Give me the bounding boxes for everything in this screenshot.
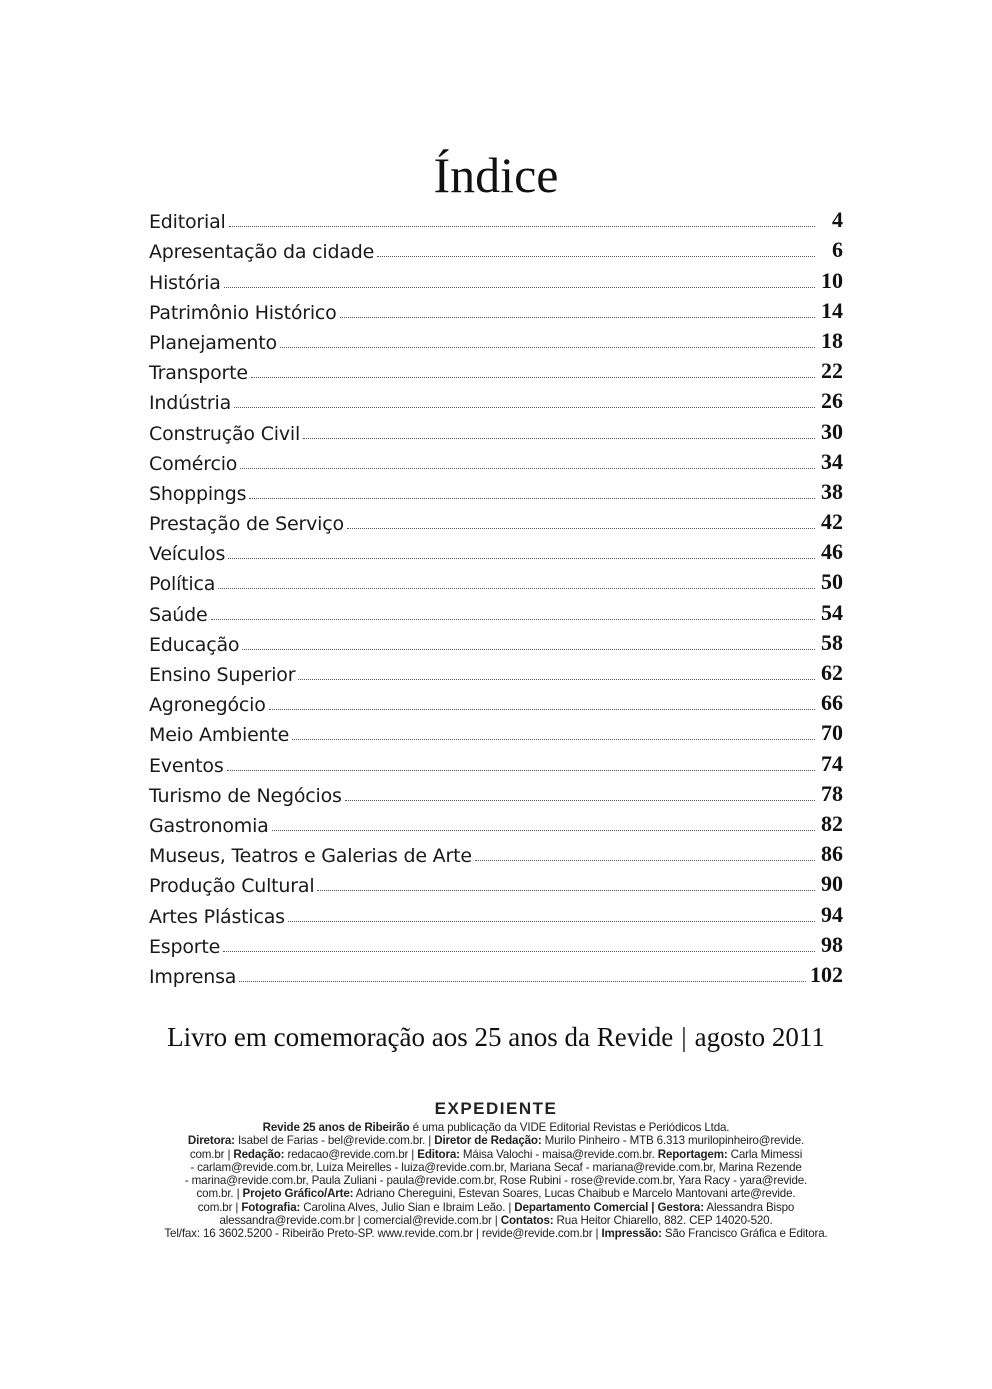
toc-entry-page: 54 xyxy=(821,599,843,625)
toc-entry-label: Planejamento xyxy=(149,331,277,354)
toc-dot-leader xyxy=(240,467,815,469)
credits-text: com.br | xyxy=(189,1147,234,1161)
toc-entry-label: Indústria xyxy=(149,392,232,415)
toc-entry-label: Política xyxy=(149,573,216,596)
toc-dot-leader xyxy=(347,527,815,529)
tagline xyxy=(149,1022,843,1053)
toc-dot-leader xyxy=(227,769,815,771)
tagline-separator: | xyxy=(681,1022,687,1052)
credits-line xyxy=(150,1187,842,1200)
toc-entry-page: 102 xyxy=(810,961,843,987)
toc-entry-page: 86 xyxy=(821,841,843,867)
credits-text: - carlam@revide.com.br, Luiza Meirelles - luiza@revide.com.br, Mariana Secaf - mariana@revide.com.br, Marina Rezende xyxy=(190,1160,802,1174)
toc-dot-leader xyxy=(229,225,815,227)
toc-entry xyxy=(149,897,843,927)
toc-entry-label: Patrimônio Histórico xyxy=(149,301,337,324)
credits-text: Rua Heitor Chiarello, 882. CEP 14020-520. xyxy=(553,1214,773,1228)
toc-entry-label: Produção Cultural xyxy=(149,875,315,898)
toc-entry xyxy=(149,475,843,505)
toc-entry-page: 94 xyxy=(821,901,843,927)
toc-entry xyxy=(149,716,843,746)
toc-dot-leader xyxy=(249,497,815,499)
credits-text: Murilo Pinheiro - MTB 6.313 murilopinheiro@revide. xyxy=(541,1134,805,1148)
credits-text: Alessandra Bispo xyxy=(703,1200,795,1214)
toc-entry xyxy=(149,505,843,535)
toc-dot-leader xyxy=(288,920,815,922)
toc-entry-page: 82 xyxy=(821,810,843,836)
toc-entry xyxy=(149,354,843,384)
toc-entry-label: Editorial xyxy=(149,211,226,234)
toc-entry-page: 58 xyxy=(821,629,843,655)
toc-entry xyxy=(149,656,843,686)
toc-entry-page: 50 xyxy=(821,569,843,595)
toc-dot-leader xyxy=(340,316,815,318)
credits-line xyxy=(150,1134,842,1147)
credits-label: Projeto Gráfico/Arte: xyxy=(242,1187,354,1201)
toc-entry-label: Gastronomia xyxy=(149,814,269,837)
toc-dot-leader xyxy=(303,437,815,439)
toc-entry-label: Comércio xyxy=(149,452,238,475)
toc-entry-page: 62 xyxy=(821,660,843,685)
credits-text: alessandra@revide.com.br | comercial@revide.com.br | xyxy=(219,1214,501,1228)
toc-dot-leader xyxy=(242,648,815,650)
expediente-credits xyxy=(150,1121,842,1241)
tagline-text: Livro em comemoração aos 25 anos da Revide xyxy=(167,1022,674,1052)
credits-text: Máisa Valochi - maisa@revide.com.br. xyxy=(459,1147,658,1161)
toc-dot-leader xyxy=(211,618,816,620)
credits-text: Carla Mimessi xyxy=(727,1147,803,1161)
toc-entry-page: 18 xyxy=(821,327,843,353)
credits-line xyxy=(150,1148,842,1161)
toc-dot-leader xyxy=(224,286,815,288)
toc-dot-leader xyxy=(292,738,815,740)
toc-entry xyxy=(149,595,843,625)
credits-line xyxy=(150,1174,842,1187)
credits-text: Adriano Chereguini, Estevan Soares, Lucas Chaibub e Marcelo Mantovani arte@revide. xyxy=(353,1187,796,1201)
toc-entry-page: 46 xyxy=(821,539,843,565)
credits-line xyxy=(150,1227,842,1240)
credits-label: Redação: xyxy=(233,1147,285,1161)
toc-entry-page: 30 xyxy=(821,418,843,444)
toc-entry-label: Turismo de Negócios xyxy=(149,784,342,807)
credits-label: Departamento Comercial | Gestora: xyxy=(514,1200,704,1214)
toc-entry-label: Educação xyxy=(149,633,240,656)
toc-entry-page: 98 xyxy=(821,931,843,957)
toc-entry xyxy=(149,807,843,837)
toc-entry xyxy=(149,928,843,958)
toc-dot-leader xyxy=(223,950,815,952)
toc-entry-label: Shoppings xyxy=(149,482,247,505)
credits-label: Revide 25 anos de Ribeirão xyxy=(262,1121,410,1134)
expediente-heading: EXPEDIENTE xyxy=(434,1099,558,1118)
credits-text: - marina@revide.com.br, Paula Zuliani - paula@revide.com.br, Rose Rubini - rose@revide.com.br, Yara Racy - yara@revide. xyxy=(184,1174,808,1188)
toc-dot-leader xyxy=(475,859,815,861)
toc-entry xyxy=(149,686,843,716)
toc-entry xyxy=(149,384,843,414)
toc-entry-label: Museus, Teatros e Galerias de Arte xyxy=(149,845,472,868)
toc-entry xyxy=(149,233,843,263)
toc-entry-page: 4 xyxy=(832,207,843,233)
toc-dot-leader xyxy=(317,889,815,891)
credits-label: Contatos: xyxy=(500,1214,554,1228)
toc-entry-label: Transporte xyxy=(149,362,248,385)
credits-line xyxy=(150,1201,842,1214)
toc-entry xyxy=(149,294,843,324)
toc-entry-label: Apresentação da cidade xyxy=(149,241,375,264)
toc-entry-page: 42 xyxy=(821,509,843,535)
credits-line xyxy=(150,1161,842,1174)
toc-entry-label: Agronegócio xyxy=(149,694,266,717)
toc-entry xyxy=(149,746,843,776)
credits-text: Carolina Alves, Julio Sian e Ibraim Leão. | xyxy=(300,1200,515,1214)
toc-entry-page: 66 xyxy=(821,690,843,716)
toc-dot-leader xyxy=(272,829,815,831)
toc-entry-label: Ensino Superior xyxy=(149,664,296,686)
credits-text: redacao@revide.com.br | xyxy=(284,1147,418,1161)
toc-entry-page: 70 xyxy=(821,720,843,746)
credits-label: Diretor de Redação: xyxy=(434,1134,542,1148)
page-title: Índice xyxy=(433,146,559,203)
credits-text: com.br | xyxy=(197,1200,242,1214)
toc-entry-page: 10 xyxy=(821,267,843,293)
toc-entry xyxy=(149,263,843,293)
credits-label: Impressão: xyxy=(601,1227,662,1241)
toc-entry xyxy=(149,535,843,565)
tagline-date: agosto 2011 xyxy=(694,1022,825,1052)
toc-entry-label: Saúde xyxy=(149,603,208,626)
toc-entry-page: 34 xyxy=(821,448,843,474)
toc-dot-leader xyxy=(345,799,815,801)
credits-text: Tel/fax: 16 3602.5200 - Ribeirão Preto-SP. www.revide.com.br | revide@revide.com.br | xyxy=(164,1227,602,1241)
credits-label: Editora: xyxy=(417,1147,460,1161)
toc-entry-page: 14 xyxy=(821,297,843,323)
toc-dot-leader xyxy=(228,557,815,559)
toc-dot-leader xyxy=(280,346,815,348)
toc-entry-page: 78 xyxy=(821,780,843,806)
table-of-contents xyxy=(149,203,843,988)
toc-dot-leader xyxy=(218,587,815,589)
toc-dot-leader xyxy=(234,406,815,408)
toc-entry-label: Construção Civil xyxy=(149,422,301,445)
toc-dot-leader xyxy=(377,255,815,257)
toc-entry xyxy=(149,837,843,867)
credits-line xyxy=(150,1121,842,1134)
toc-entry xyxy=(149,414,843,444)
toc-entry-label: Prestação de Serviço xyxy=(149,513,344,536)
toc-dot-leader xyxy=(251,376,815,378)
credits-text: é uma publicação da VIDE Editorial Revistas e Periódicos Ltda. xyxy=(409,1121,730,1134)
credits-line xyxy=(150,1214,842,1227)
credits-label: Reportagem: xyxy=(657,1147,728,1161)
toc-entry-label: Esporte xyxy=(149,935,221,958)
toc-entry xyxy=(149,626,843,656)
toc-entry-label: História xyxy=(149,271,221,294)
toc-entry xyxy=(149,445,843,475)
toc-entry-label: Veículos xyxy=(149,543,226,566)
toc-entry-label: Eventos xyxy=(149,754,224,777)
toc-dot-leader xyxy=(239,980,806,982)
credits-label: Diretora: xyxy=(187,1134,235,1148)
credits-text: Isabel de Farias - bel@revide.com.br. | xyxy=(234,1134,435,1148)
credits-text: São Francisco Gráfica e Editora. xyxy=(661,1227,828,1241)
toc-entry-page: 22 xyxy=(821,358,843,384)
toc-entry xyxy=(149,565,843,595)
credits-text: com.br. | xyxy=(196,1187,243,1201)
toc-entry-page: 38 xyxy=(821,478,843,504)
toc-entry-label: Imprensa xyxy=(149,965,237,988)
toc-entry-page: 6 xyxy=(832,237,843,263)
toc-entry-label: Artes Plásticas xyxy=(149,905,285,928)
toc-dot-leader xyxy=(298,678,815,680)
toc-entry-page: 74 xyxy=(821,750,843,776)
toc-entry xyxy=(149,777,843,807)
credits-label: Fotografia: xyxy=(241,1200,301,1214)
toc-entry-label: Meio Ambiente xyxy=(149,724,290,747)
toc-entry xyxy=(149,203,843,233)
toc-entry-page: 26 xyxy=(821,388,843,414)
toc-dot-leader xyxy=(269,708,815,710)
toc-entry xyxy=(149,324,843,354)
toc-entry xyxy=(149,867,843,897)
toc-entry-page: 90 xyxy=(821,871,843,897)
toc-entry xyxy=(149,958,843,988)
